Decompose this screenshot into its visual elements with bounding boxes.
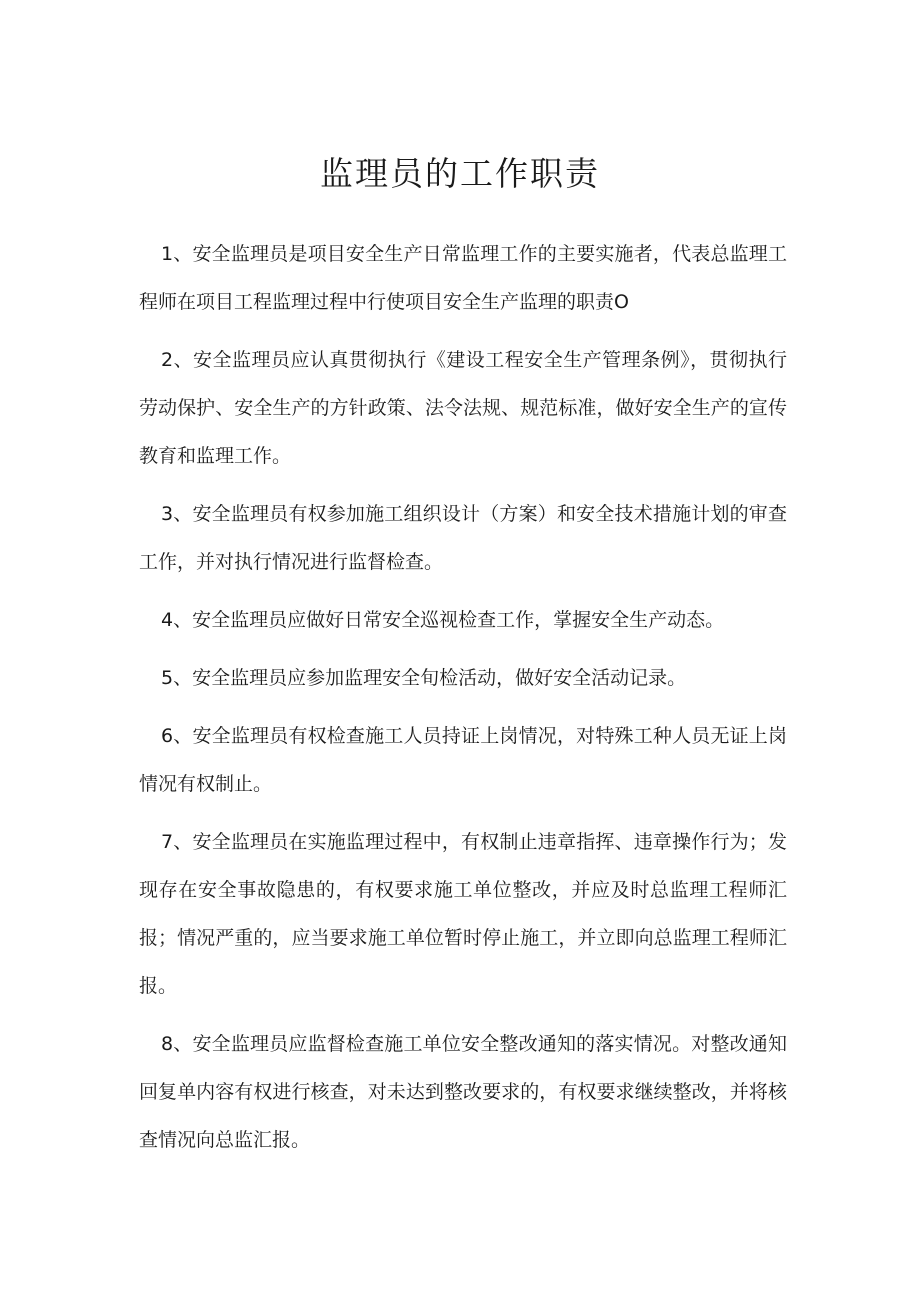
paragraph-8: 8、安全监理员应监督检查施工单位安全整改通知的落实情况。对整改通知回复单内容有权进行核查，对未达到整改要求的，有权要求继续整改，并将核查情况向总监汇报。 [139, 1033, 787, 1151]
paragraph-2: 2、安全监理员应认真贯彻执行《建设工程安全生产管理条例》，贯彻执行劳动保护、安全生产的方针政策、法令法规、规范标准，做好安全生产的宣传教育和监理工作。 [139, 349, 787, 467]
paragraph-4: 4、安全监理员应做好日常安全巡视检查工作，掌握安全生产动态。 [161, 609, 725, 631]
paragraph-7: 7、安全监理员在实施监理过程中，有权制止违章指挥、违章操作行为；发现存在安全事故隐患的，有权要求施工单位整改，并应及时总监理工程师汇报；情况严重的，应当要求施工单位暂时停止施工，并立即向总监理工程师汇报。 [139, 831, 787, 997]
document-body [139, 230, 787, 1174]
page-title: 监理员的工作职责 [320, 154, 600, 193]
paragraph-3: 3、安全监理员有权参加施工组织设计（方案）和安全技术措施计划的审查工作，并对执行情况进行监督检查。 [139, 503, 787, 573]
paragraph-6: 6、安全监理员有权检查施工人员持证上岗情况，对特殊工种人员无证上岗情况有权制止。 [139, 725, 787, 795]
paragraph-1: 1、安全监理员是项目安全生产日常监理工作的主要实施者，代表总监理工程师在项目工程监理过程中行使项目安全生产监理的职责O [139, 243, 787, 313]
paragraph-5: 5、安全监理员应参加监理安全旬检活动，做好安全活动记录。 [161, 667, 687, 689]
